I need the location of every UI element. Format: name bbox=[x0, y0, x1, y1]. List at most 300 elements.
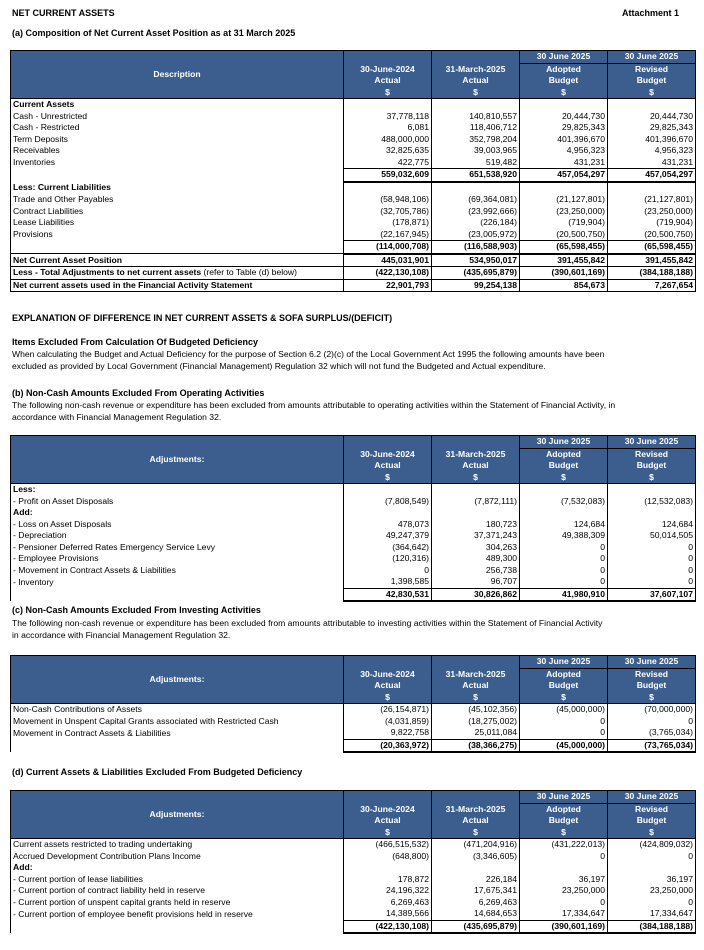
row-value: 124,684 bbox=[520, 519, 608, 531]
table-row bbox=[11, 576, 696, 588]
row-value: (18,275,002) bbox=[432, 716, 520, 728]
row-label: Lease Liabilities bbox=[11, 217, 344, 229]
row-value: 29,825,343 bbox=[608, 122, 696, 134]
col-header: $ bbox=[520, 827, 608, 839]
col-header: Adopted bbox=[520, 668, 608, 680]
col-header: $ bbox=[520, 692, 608, 704]
row-label: Accrued Development Contribution Plans Income bbox=[11, 851, 344, 863]
row-value: (23,250,000) bbox=[520, 206, 608, 218]
row-label: Non-Cash Contributions of Assets bbox=[11, 704, 344, 716]
row-label bbox=[11, 169, 344, 182]
col-header: 30-June-2024 bbox=[344, 448, 432, 460]
row-value bbox=[344, 99, 432, 111]
col-header: $ bbox=[344, 87, 432, 99]
col-header: Budget bbox=[520, 460, 608, 472]
attachment-label: Attachment 1 bbox=[622, 8, 680, 18]
row-value: 49,388,309 bbox=[520, 530, 608, 542]
table-row bbox=[11, 716, 696, 728]
row-value: 559,032,609 bbox=[344, 169, 432, 182]
table-row bbox=[11, 182, 696, 195]
row-value: 0 bbox=[520, 565, 608, 577]
col-header-adopted-top: 30 June 2025 bbox=[520, 436, 608, 449]
row-value bbox=[432, 484, 520, 496]
row-value: 445,031,901 bbox=[344, 254, 432, 267]
row-label: - Current portion of lease liabilities bbox=[11, 874, 344, 886]
row-value: 9,822,758 bbox=[344, 727, 432, 739]
row-value: (3,346,605) bbox=[432, 851, 520, 863]
row-value: 49,247,379 bbox=[344, 530, 432, 542]
row-value: 0 bbox=[520, 576, 608, 588]
col-header-adopted-top: 30 June 2025 bbox=[520, 791, 608, 804]
row-value bbox=[608, 484, 696, 496]
explanation-title: EXPLANATION OF DIFFERENCE IN NET CURRENT ASSETS & SOFA SURPLUS/(DEFICIT) bbox=[12, 313, 393, 323]
row-value: (435,695,879) bbox=[432, 920, 520, 933]
row-value: 431,231 bbox=[608, 157, 696, 169]
row-value: 0 bbox=[520, 851, 608, 863]
row-value: 1,398,585 bbox=[344, 576, 432, 588]
row-label: Inventories bbox=[11, 157, 344, 169]
row-value: 17,675,341 bbox=[432, 885, 520, 897]
col-header: Actual bbox=[432, 680, 520, 692]
table-row bbox=[11, 267, 696, 280]
section-a-title: (a) Composition of Net Current Asset Position as at 31 March 2025 bbox=[12, 28, 296, 38]
row-value: 0 bbox=[520, 716, 608, 728]
row-value bbox=[344, 484, 432, 496]
row-value: (38,366,275) bbox=[432, 739, 520, 752]
col-header: Actual bbox=[344, 75, 432, 87]
row-value: 140,810,557 bbox=[432, 111, 520, 123]
row-label: Cash - Unrestricted bbox=[11, 111, 344, 123]
row-label: Movement in Contract Assets & Liabilities bbox=[11, 727, 344, 739]
table-row bbox=[11, 530, 696, 542]
col-header: Actual bbox=[432, 75, 520, 87]
table-row bbox=[11, 217, 696, 229]
row-value: (384,188,188) bbox=[608, 267, 696, 280]
table-row bbox=[11, 565, 696, 577]
items-excluded-title: Items Excluded From Calculation Of Budgeted Deficiency bbox=[12, 337, 259, 347]
row-value: 37,371,243 bbox=[432, 530, 520, 542]
table-row bbox=[11, 241, 696, 254]
table-row bbox=[11, 206, 696, 218]
row-value: 23,250,000 bbox=[520, 885, 608, 897]
row-label: Receivables bbox=[11, 145, 344, 157]
row-label: Provisions bbox=[11, 229, 344, 241]
row-label: - Current portion of employee benefit provisions held in reserve bbox=[11, 908, 344, 920]
col-header: Adopted bbox=[520, 803, 608, 815]
col-header: Adopted bbox=[520, 448, 608, 460]
col-header: Budget bbox=[520, 75, 608, 87]
section-b-text-2: accordance with Financial Management Regulation 32. bbox=[12, 412, 222, 422]
row-value: 0 bbox=[344, 565, 432, 577]
table-row bbox=[11, 145, 696, 157]
row-label: Current assets restricted to trading undertaking bbox=[11, 839, 344, 851]
col-header: $ bbox=[520, 472, 608, 484]
row-value: 124,684 bbox=[608, 519, 696, 531]
row-value: 41,980,910 bbox=[520, 588, 608, 601]
col-header: 31-March-2025 bbox=[432, 803, 520, 815]
row-value: (45,000,000) bbox=[520, 739, 608, 752]
row-value: (22,167,945) bbox=[344, 229, 432, 241]
row-label: - Pensioner Deferred Rates Emergency Service Levy bbox=[11, 542, 344, 554]
col-header: $ bbox=[432, 472, 520, 484]
col-header: $ bbox=[608, 692, 696, 704]
row-value: (422,130,108) bbox=[344, 267, 432, 280]
row-value: 22,901,793 bbox=[344, 279, 432, 292]
table-row bbox=[11, 507, 696, 519]
row-value: 0 bbox=[608, 553, 696, 565]
row-value bbox=[344, 862, 432, 874]
row-value: (431,222,013) bbox=[520, 839, 608, 851]
col-header: $ bbox=[344, 472, 432, 484]
row-value: (471,204,916) bbox=[432, 839, 520, 851]
row-value bbox=[432, 99, 520, 111]
table-row bbox=[11, 254, 696, 267]
row-label: Add: bbox=[11, 862, 344, 874]
row-value: 0 bbox=[520, 897, 608, 909]
table-row bbox=[11, 157, 696, 169]
row-value: (12,532,083) bbox=[608, 496, 696, 508]
row-value: 519,482 bbox=[432, 157, 520, 169]
row-value bbox=[520, 99, 608, 111]
table-row bbox=[11, 519, 696, 531]
row-label: Term Deposits bbox=[11, 134, 344, 146]
desc-header: Adjustments: bbox=[11, 436, 344, 484]
row-value: 39,003,965 bbox=[432, 145, 520, 157]
row-value: (120,316) bbox=[344, 553, 432, 565]
row-value: 6,081 bbox=[344, 122, 432, 134]
col-header: Budget bbox=[608, 680, 696, 692]
row-value: 391,455,842 bbox=[608, 254, 696, 267]
row-value: 17,334,647 bbox=[520, 908, 608, 920]
row-value bbox=[608, 182, 696, 195]
col-header: $ bbox=[608, 472, 696, 484]
page-title: NET CURRENT ASSETS bbox=[12, 8, 115, 18]
row-value: (364,642) bbox=[344, 542, 432, 554]
row-value: 20,444,730 bbox=[520, 111, 608, 123]
row-value: (65,598,455) bbox=[520, 241, 608, 254]
row-value bbox=[432, 507, 520, 519]
row-value bbox=[520, 507, 608, 519]
row-value: (70,000,000) bbox=[608, 704, 696, 716]
row-label: Add: bbox=[11, 507, 344, 519]
row-value: (114,000,708) bbox=[344, 241, 432, 254]
row-value bbox=[608, 99, 696, 111]
table-b bbox=[10, 435, 696, 602]
row-value: 0 bbox=[608, 542, 696, 554]
col-header: $ bbox=[608, 827, 696, 839]
row-value: 256,738 bbox=[432, 565, 520, 577]
table-row bbox=[11, 279, 696, 292]
row-value: (23,005,972) bbox=[432, 229, 520, 241]
row-label: - Current portion of unspent capital grants held in reserve bbox=[11, 897, 344, 909]
row-value: 36,197 bbox=[608, 874, 696, 886]
row-value: (4,031,859) bbox=[344, 716, 432, 728]
row-value: 20,444,730 bbox=[608, 111, 696, 123]
row-value: 0 bbox=[608, 565, 696, 577]
row-value: 50,014,505 bbox=[608, 530, 696, 542]
table-row bbox=[11, 542, 696, 554]
row-value: 37,607,107 bbox=[608, 588, 696, 601]
col-header: Budget bbox=[520, 815, 608, 827]
table-row bbox=[11, 229, 696, 241]
row-value: 457,054,297 bbox=[608, 169, 696, 182]
row-value: (719,904) bbox=[608, 217, 696, 229]
row-value: (7,808,549) bbox=[344, 496, 432, 508]
row-label: - Depreciation bbox=[11, 530, 344, 542]
col-header: Actual bbox=[344, 815, 432, 827]
row-value: (178,871) bbox=[344, 217, 432, 229]
row-value: 401,396,670 bbox=[608, 134, 696, 146]
row-label: Current Assets bbox=[11, 99, 344, 111]
row-value: 6,269,463 bbox=[432, 897, 520, 909]
row-value: 178,872 bbox=[344, 874, 432, 886]
col-header: $ bbox=[608, 87, 696, 99]
col-header: $ bbox=[344, 827, 432, 839]
row-value: 352,798,204 bbox=[432, 134, 520, 146]
row-value bbox=[432, 862, 520, 874]
row-value: (32,705,786) bbox=[344, 206, 432, 218]
table-row bbox=[11, 194, 696, 206]
col-header: Actual bbox=[344, 680, 432, 692]
table-a bbox=[10, 50, 696, 292]
col-header-adopted-top: 30 June 2025 bbox=[520, 656, 608, 669]
col-header: Revised bbox=[608, 448, 696, 460]
row-value: 0 bbox=[608, 716, 696, 728]
row-value: (390,601,169) bbox=[520, 267, 608, 280]
table-row bbox=[11, 727, 696, 739]
col-header: 31-March-2025 bbox=[432, 448, 520, 460]
col-header: Revised bbox=[608, 803, 696, 815]
row-value: 226,184 bbox=[432, 874, 520, 886]
row-value: (390,601,169) bbox=[520, 920, 608, 933]
row-value: 25,011,084 bbox=[432, 727, 520, 739]
row-value: 42,830,531 bbox=[344, 588, 432, 601]
row-value: (422,130,108) bbox=[344, 920, 432, 933]
col-header: 31-March-2025 bbox=[432, 668, 520, 680]
col-header: Revised bbox=[608, 668, 696, 680]
row-value: 422,775 bbox=[344, 157, 432, 169]
desc-header: Adjustments: bbox=[11, 656, 344, 704]
row-value: 534,950,017 bbox=[432, 254, 520, 267]
row-value: (23,992,666) bbox=[432, 206, 520, 218]
section-c-text-1: The following non-cash revenue or expenditure has been excluded from amounts attributable to investing activities within the Statement of Financial Activity bbox=[12, 618, 603, 628]
row-value: (69,364,081) bbox=[432, 194, 520, 206]
row-value: 304,263 bbox=[432, 542, 520, 554]
row-value: (20,500,750) bbox=[520, 229, 608, 241]
row-value: (73,765,034) bbox=[608, 739, 696, 752]
col-header-revised-top: 30 June 2025 bbox=[608, 791, 696, 804]
row-label: Less: bbox=[11, 484, 344, 496]
row-value: 37,778,118 bbox=[344, 111, 432, 123]
row-label: Less - Total Adjustments to net current assets (refer to Table (d) below) bbox=[11, 267, 344, 280]
col-header: Budget bbox=[608, 815, 696, 827]
row-value: 23,250,000 bbox=[608, 885, 696, 897]
table-row bbox=[11, 885, 696, 897]
table-row bbox=[11, 496, 696, 508]
col-header: $ bbox=[520, 87, 608, 99]
row-value: 651,538,920 bbox=[432, 169, 520, 182]
row-value: (58,948,106) bbox=[344, 194, 432, 206]
row-value: 7,267,654 bbox=[608, 279, 696, 292]
row-value: 24,196,322 bbox=[344, 885, 432, 897]
row-value: 180,723 bbox=[432, 519, 520, 531]
row-value: (20,363,972) bbox=[344, 739, 432, 752]
row-value: 14,684,653 bbox=[432, 908, 520, 920]
col-header: $ bbox=[432, 827, 520, 839]
row-label: - Current portion of contract liability held in reserve bbox=[11, 885, 344, 897]
desc-header: Adjustments: bbox=[11, 791, 344, 839]
row-label bbox=[11, 588, 344, 601]
row-value: 4,956,323 bbox=[520, 145, 608, 157]
row-label bbox=[11, 241, 344, 254]
row-value bbox=[520, 862, 608, 874]
col-header-revised-top: 30 June 2025 bbox=[608, 51, 696, 64]
col-header: 30-June-2024 bbox=[344, 668, 432, 680]
row-value: 32,825,635 bbox=[344, 145, 432, 157]
row-value: (45,102,356) bbox=[432, 704, 520, 716]
row-value: 99,254,138 bbox=[432, 279, 520, 292]
row-value: (7,872,111) bbox=[432, 496, 520, 508]
row-label: - Inventory bbox=[11, 576, 344, 588]
table-row bbox=[11, 169, 696, 182]
desc-header: Description bbox=[11, 51, 344, 99]
col-header: $ bbox=[432, 692, 520, 704]
row-label: - Loss on Asset Disposals bbox=[11, 519, 344, 531]
table-row bbox=[11, 588, 696, 601]
row-value bbox=[520, 484, 608, 496]
row-value: 489,300 bbox=[432, 553, 520, 565]
col-header: Revised bbox=[608, 63, 696, 75]
row-value: 30,826,862 bbox=[432, 588, 520, 601]
row-value bbox=[608, 507, 696, 519]
row-value: 0 bbox=[520, 727, 608, 739]
row-value: 29,825,343 bbox=[520, 122, 608, 134]
col-header: $ bbox=[432, 87, 520, 99]
col-header: Adopted bbox=[520, 63, 608, 75]
row-value: 36,197 bbox=[520, 874, 608, 886]
table-row bbox=[11, 122, 696, 134]
table-row bbox=[11, 897, 696, 909]
col-header: Actual bbox=[432, 460, 520, 472]
row-value: 854,673 bbox=[520, 279, 608, 292]
row-value: (20,500,750) bbox=[608, 229, 696, 241]
row-value: 14,389,566 bbox=[344, 908, 432, 920]
section-c-text-2: in accordance with Financial Management Regulation 32. bbox=[12, 630, 231, 640]
row-value: (45,000,000) bbox=[520, 704, 608, 716]
row-value bbox=[432, 182, 520, 195]
row-value: (26,154,871) bbox=[344, 704, 432, 716]
row-label: - Movement in Contract Assets & Liabilities bbox=[11, 565, 344, 577]
row-value: (384,188,188) bbox=[608, 920, 696, 933]
items-excluded-text-1: When calculating the Budget and Actual Deficiency for the purpose of Section 6.2 (2)(c) of the Local Government Act 1995 the following amounts have been bbox=[12, 349, 605, 359]
table-row bbox=[11, 920, 696, 933]
row-value: (719,904) bbox=[520, 217, 608, 229]
table-row bbox=[11, 553, 696, 565]
col-header: 31-March-2025 bbox=[432, 63, 520, 75]
row-value: (65,598,455) bbox=[608, 241, 696, 254]
col-header-revised-top: 30 June 2025 bbox=[608, 436, 696, 449]
table-row bbox=[11, 839, 696, 851]
row-value: 478,073 bbox=[344, 519, 432, 531]
row-value bbox=[608, 862, 696, 874]
row-value: 488,000,000 bbox=[344, 134, 432, 146]
table-row bbox=[11, 908, 696, 920]
col-header: 30-June-2024 bbox=[344, 803, 432, 815]
col-header-revised-top: 30 June 2025 bbox=[608, 656, 696, 669]
col-header-adopted-top: 30 June 2025 bbox=[520, 51, 608, 64]
row-value: 0 bbox=[520, 553, 608, 565]
row-value bbox=[344, 507, 432, 519]
row-value: 0 bbox=[608, 851, 696, 863]
row-value: 118,406,712 bbox=[432, 122, 520, 134]
row-value: (21,127,801) bbox=[520, 194, 608, 206]
row-label: Contract Liabilities bbox=[11, 206, 344, 218]
row-value: 0 bbox=[520, 542, 608, 554]
table-row bbox=[11, 739, 696, 752]
col-header: 30-June-2024 bbox=[344, 63, 432, 75]
row-label: Less: Current Liabilities bbox=[11, 182, 344, 195]
row-value: 457,054,297 bbox=[520, 169, 608, 182]
row-value: 0 bbox=[608, 897, 696, 909]
row-value: 96,707 bbox=[432, 576, 520, 588]
row-label: Net Current Asset Position bbox=[11, 254, 344, 267]
row-value: (7,532,083) bbox=[520, 496, 608, 508]
col-header: Actual bbox=[432, 815, 520, 827]
row-label bbox=[11, 739, 344, 752]
row-value: 6,269,463 bbox=[344, 897, 432, 909]
row-value: (424,809,032) bbox=[608, 839, 696, 851]
table-c bbox=[10, 655, 696, 753]
col-header: Budget bbox=[520, 680, 608, 692]
row-value: (648,800) bbox=[344, 851, 432, 863]
section-c-title: (c) Non-Cash Amounts Excluded From Investing Activities bbox=[12, 605, 261, 615]
row-value: 0 bbox=[608, 576, 696, 588]
col-header: $ bbox=[344, 692, 432, 704]
row-value: (466,515,532) bbox=[344, 839, 432, 851]
row-value: 391,455,842 bbox=[520, 254, 608, 267]
section-b-text-1: The following non-cash revenue or expenditure has been excluded from amounts attributable to operating activities within the Statement of Financial Activity, in bbox=[12, 400, 616, 410]
row-value: 17,334,647 bbox=[608, 908, 696, 920]
table-row bbox=[11, 874, 696, 886]
row-value bbox=[344, 182, 432, 195]
table-row bbox=[11, 484, 696, 496]
row-label: Cash - Restricted bbox=[11, 122, 344, 134]
items-excluded-text-2: excluded as provided by Local Government (Financial Management) Regulation 32 which will not fund the Budgeted and Actual expenditure. bbox=[12, 361, 546, 371]
row-value: (116,588,903) bbox=[432, 241, 520, 254]
table-row bbox=[11, 111, 696, 123]
row-value bbox=[520, 182, 608, 195]
row-label: Net current assets used in the Financial Activity Statement bbox=[11, 279, 344, 292]
row-value: 4,956,323 bbox=[608, 145, 696, 157]
col-header: Budget bbox=[608, 75, 696, 87]
row-label: Trade and Other Payables bbox=[11, 194, 344, 206]
table-row bbox=[11, 704, 696, 716]
row-value: (21,127,801) bbox=[608, 194, 696, 206]
table-d bbox=[10, 790, 696, 934]
row-value: (226,184) bbox=[432, 217, 520, 229]
table-row bbox=[11, 134, 696, 146]
table-row bbox=[11, 862, 696, 874]
row-value: (435,695,879) bbox=[432, 267, 520, 280]
row-label: - Profit on Asset Disposals bbox=[11, 496, 344, 508]
row-label: - Employee Provisions bbox=[11, 553, 344, 565]
row-value: (23,250,000) bbox=[608, 206, 696, 218]
row-label: Movement in Unspent Capital Grants associated with Restricted Cash bbox=[11, 716, 344, 728]
row-value: 401,396,670 bbox=[520, 134, 608, 146]
table-row bbox=[11, 851, 696, 863]
section-b-title: (b) Non-Cash Amounts Excluded From Operating Activities bbox=[12, 388, 265, 398]
table-row bbox=[11, 99, 696, 111]
